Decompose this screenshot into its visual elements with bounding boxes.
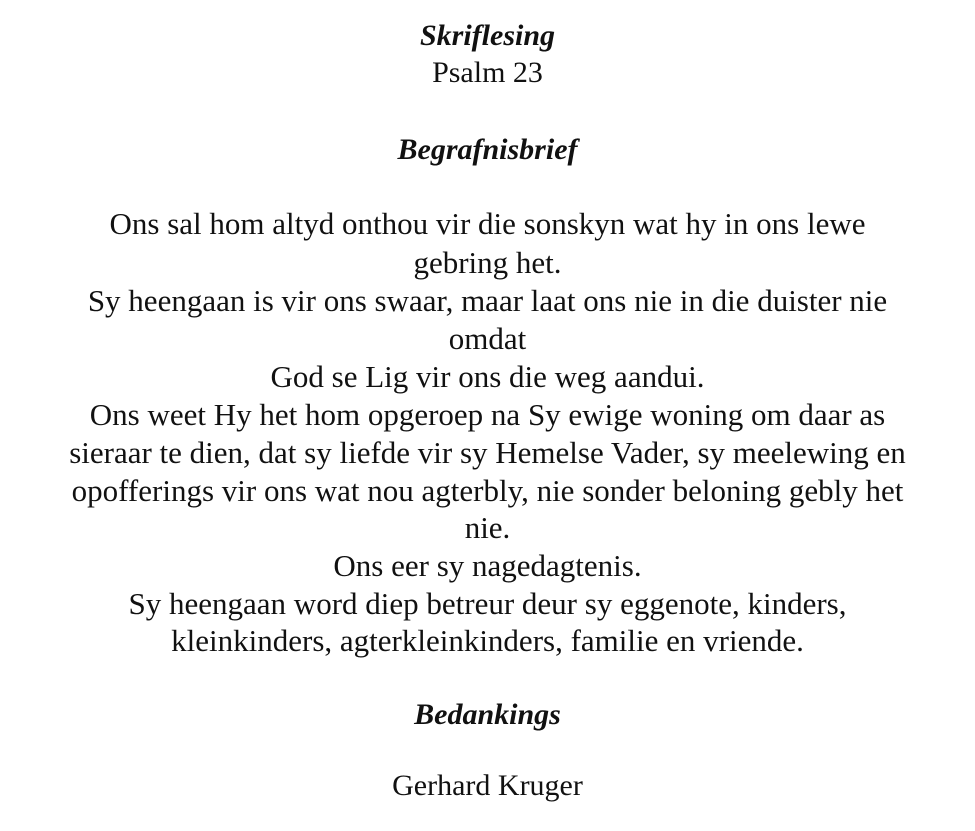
letter-line: Sy heengaan word diep betreur deur sy eggenote, kinders, (128, 586, 847, 621)
letter-heading: Begrafnisbrief (397, 133, 578, 166)
letter-line: omdat (448, 321, 527, 356)
letter-line: Ons weet Hy het hom opgeroep na Sy ewige woning om daar as (89, 397, 886, 432)
thanks-heading: Bedankings (414, 698, 561, 731)
letter-line: nie. (464, 510, 511, 545)
letter-line: kleinkinders, agterkleinkinders, familie en vriende. (171, 623, 804, 658)
letter-line: Ons eer sy nagedagtenis. (333, 548, 642, 583)
scripture-reading: Psalm 23 (432, 56, 543, 89)
letter-line: gebring het. (413, 245, 562, 280)
letter-line: God se Lig vir ons die weg aandui. (270, 359, 705, 394)
thanks-name: Gerhard Kruger (392, 769, 583, 802)
scripture-heading: Skriflesing (419, 19, 556, 52)
letter-line: Sy heengaan is vir ons swaar, maar laat ons nie in die duister nie (87, 283, 888, 318)
letter-line: Ons sal hom altyd onthou vir die sonskyn wat hy in ons lewe (109, 206, 866, 241)
letter-line: sieraar te dien, dat sy liefde vir sy Hemelse Vader, sy meelewing en (69, 435, 906, 470)
letter-line: opofferings vir ons wat nou agterbly, nie sonder beloning gebly het (71, 473, 904, 508)
